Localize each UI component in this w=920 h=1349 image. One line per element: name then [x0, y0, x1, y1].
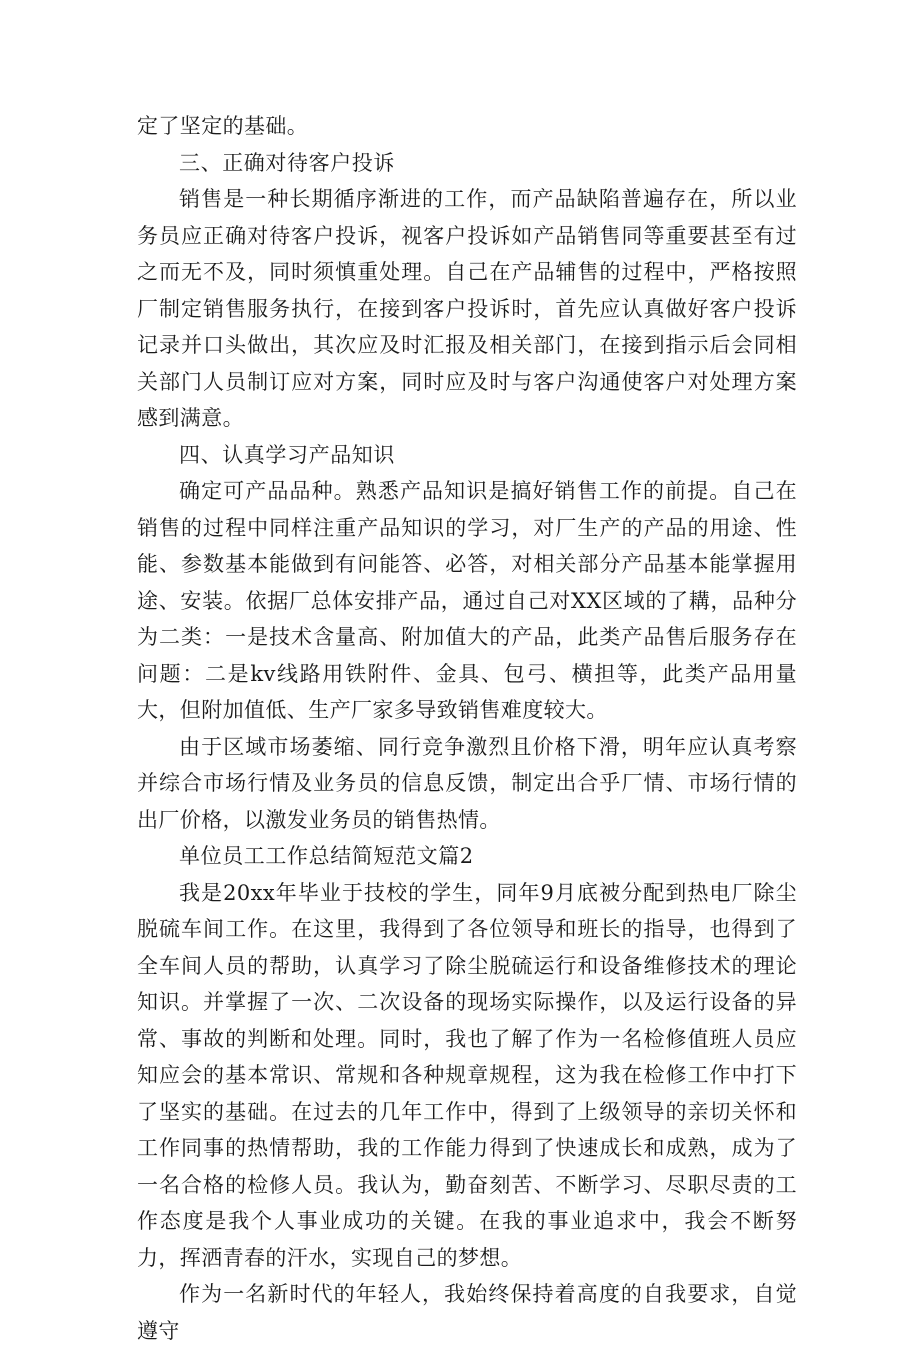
paragraph-market-pricing: 由于区域市场萎缩、同行竞争激烈且价格下滑，明年应认真考察并综合市场行情及业务员的信息反馈，制定出合乎厂情、市场行情的出厂价格，以激发业务员的销售热情。	[137, 734, 797, 832]
paragraph-work-experience: 我是20xx年毕业于技校的学生，同年9月底被分配到热电厂除尘脱硫车间工作。在这里，我得到了各位领导和班长的指导，也得到了全车间人员的帮助，认真学习了除尘脱硫运行和设备维修技术的理论知识。并掌握了一次、二次设备的现场实际操作，以及运行设备的异常、事故的判断和处理。同时，我也了解了作为一名检修值班人员应知应会的基本常识、常规和各种规章规程，这为我在检修工作中打下了坚实的基础。在过去的几年工作中，得到了上级领导的亲切关怀和工作同事的热情帮助，我的工作能力得到了快速成长和成熟，成为了一名合格的检修人员。我认为，勤奋刻苦、不断学习、尽职尽责的工作态度是我个人事业成功的关键。在我的事业追求中，我会不断努力，挥洒青春的汗水，实现自己的梦想。	[137, 880, 797, 1270]
paragraph-self-requirement: 作为一名新时代的年轻人，我始终保持着高度的自我要求，自觉遵守	[137, 1282, 797, 1343]
paragraph-complaints: 销售是一种长期循序渐进的工作，而产品缺陷普遍存在，所以业务员应正确对待客户投诉，视客户投诉如产品销售同等重要甚至有过之而无不及，同时须慎重处理。自己在产品辅售的过程中，严格按照厂制定销售服务执行，在接到客户投诉时，首先应认真做好客户投诉记录并口头做出，其次应及时汇报及相关部门，在接到指示后会同相关部门人员制订应对方案，同时应及时与客户沟通使客户对处理方案感到满意。	[137, 187, 797, 430]
document-body	[137, 108, 797, 1349]
section-heading-4: 四、认真学习产品知识	[179, 442, 395, 467]
section-heading-3: 三、正确对待客户投诉	[179, 150, 395, 175]
paragraph-closing-line: 定了坚定的基础。	[137, 114, 309, 138]
article-title-2: 单位员工工作总结简短范文篇2	[179, 844, 474, 868]
paragraph-product-knowledge: 确定可产品品种。熟悉产品知识是搞好销售工作的前提。自己在销售的过程中同样注重产品知识的学习，对厂生产的产品的用途、性能、参数基本能做到有问能答、必答，对相关部分产品基本能掌握用途、安装。依据厂总体安排产品，通过自己对XX区域的了耩，品种分为二类：一是技术含量高、附加值大的产品，此类产品售后服务存在问题：二是kv线路用铁附件、金具、包弓、横担等，此类产品用量大，但附加值低、生产厂家多导致销售难度较大。	[137, 479, 797, 722]
